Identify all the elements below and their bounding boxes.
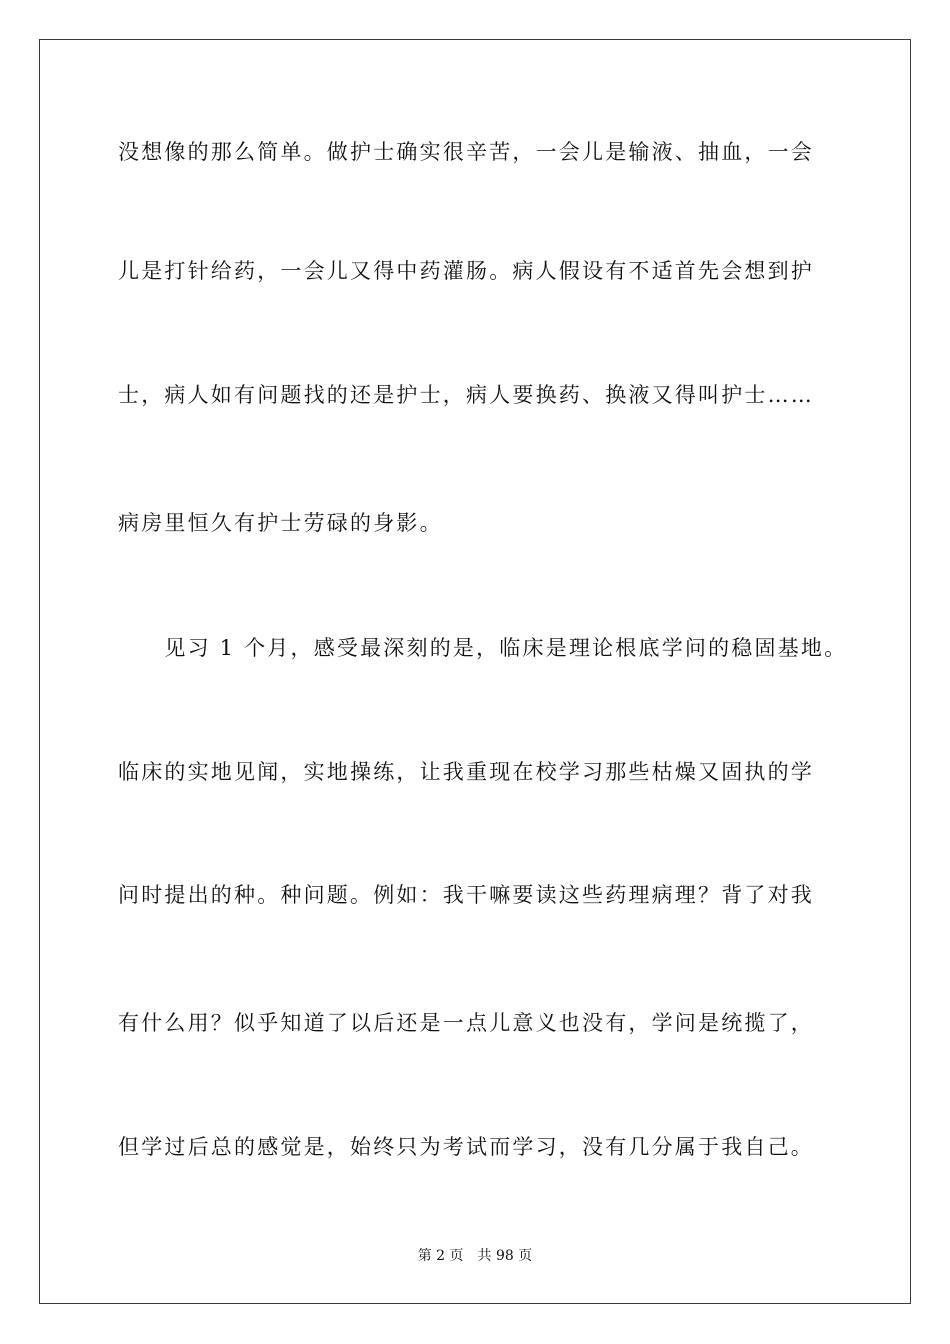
- text-line-9: 但学过后总的感觉是，始终只为考试而学习，没有几分属于我自己。: [118, 1135, 814, 1159]
- text-line-7: 问时提出的种。种问题。例如：我干嘛要读这些药理病理？背了对我: [118, 883, 814, 907]
- text-line-2: 儿是打针给药，一会儿又得中药灌肠。病人假设有不适首先会想到护: [118, 259, 814, 283]
- text-line-4: 病房里恒久有护士劳碌的身影。: [118, 511, 443, 535]
- text-line-8: 有什么用？似乎知道了以后还是一点儿意义也没有，学问是统揽了，: [118, 1011, 814, 1035]
- text-line-1: 没想像的那么简单。做护士确实很辛苦，一会儿是输液、抽血，一会: [118, 140, 814, 164]
- text-line-3: 士，病人如有问题找的还是护士，病人要换药、换液又得叫护士……: [118, 383, 814, 407]
- text-line-5: 见习 1 个月，感受最深刻的是，临床是理论根底学问的稳固基地。: [118, 636, 848, 660]
- text-line-6: 临床的实地见闻，实地操练，让我重现在校学习那些枯燥又固执的学: [118, 760, 814, 784]
- page-number-footer: 第 2 页 共 98 页: [417, 1248, 533, 1264]
- page-border: [39, 39, 911, 1304]
